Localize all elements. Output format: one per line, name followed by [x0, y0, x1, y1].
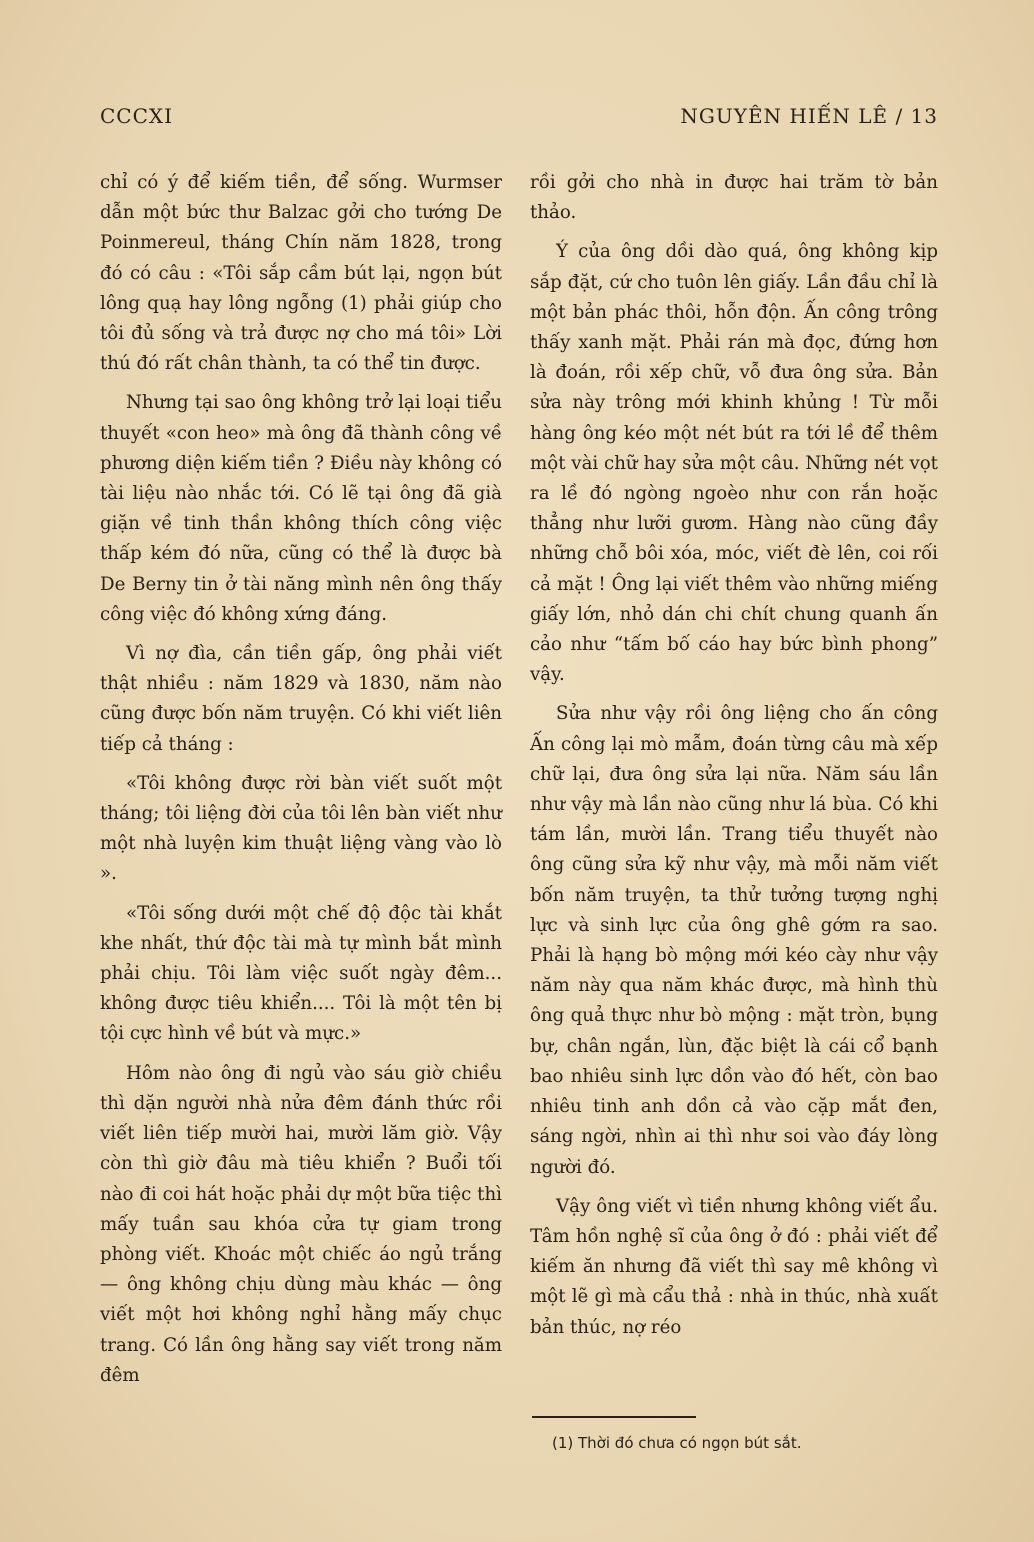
- chapter-number: CCCXI: [100, 104, 174, 128]
- paragraph: Sửa như vậy rồi ông liệng cho ấn công Ấn công lại mò mẫm, đoán từng câu mà xếp chữ lại, đưa ông sửa lại nữa. Năm sáu lần như vậy mà lần nào cũng như lá bùa. Có khi tám lần, mười lần. Trang tiểu thuyết nào ông cũng sửa kỹ như vậy, mà mỗi năm viết bốn năm truyện, ta thử tưởng tượng nghị lực và sinh lực của ông ghê gớm ra sao. Phải là hạng bò mộng mới kéo cày như vậy năm này qua năm khác được, mà hình thù ông quả thực như bò mộng : mặt tròn, bụng bự, chân ngắn, lùn, đặc biệt là cái cổ bạnh bao nhiêu sinh lực dồn vào đó hết, còn bao nhiêu tinh anh dồn cả vào cặp mắt đen, sáng ngời, nhìn ai thì như soi vào đáy lòng người đó.: [530, 703, 938, 1178]
- paragraph: Vậy ông viết vì tiền nhưng không viết ẩu. Tâm hồn nghệ sĩ của ông ở đó : phải viết để kiếm ăn nhưng đã viết thì say mê không vì một lẽ gì mà cẩu thả : nhà in thúc, nhà xuất bản thúc, nợ réo: [530, 1195, 938, 1338]
- paragraph: Vì nợ đìa, cần tiền gấp, ông phải viết thật nhiều : năm 1829 và 1830, năm nào cũng được bốn năm truyện. Có khi viết liên tiếp cả tháng :: [100, 643, 502, 755]
- paragraph: chỉ có ý để kiếm tiền, để sống. Wurmser dẫn một bức thư Balzac gởi cho tướng De Poinmereul, tháng Chín năm 1828, trong đó có câu : «Tôi sắp cầm bút lại, ngọn bút lông quạ hay lông ngỗng (1) phải giúp cho tôi đủ sống và trả được nợ cho má tôi» Lời thú đó rất chân thành, ta có thể tin được.: [100, 172, 502, 375]
- quote-paragraph: «Tôi không được rời bàn viết suốt một tháng; tôi liệng đời của tôi lên bàn viết như một nhà luyện kim thuật liệng vàng vào lò ».: [100, 772, 502, 885]
- footnote-divider: [532, 1416, 696, 1418]
- paragraph: Nhưng tại sao ông không trở lại loại tiểu thuyết «con heo» mà ông đã thành công về phương diện kiếm tiền ? Điều này không có tài liệu nào nhắc tới. Có lẽ tại ông đã già giặn về tinh thần không thích công việc thấp kém đó nữa, cũng có thể là được bà De Berny tin ở tài năng mình nên ông thấy công việc đó không xứng đáng.: [100, 392, 502, 625]
- paragraph: rồi gởi cho nhà in được hai trăm tờ bản thảo.: [530, 172, 938, 224]
- left-column: [100, 168, 502, 1400]
- page-header: [100, 104, 938, 136]
- running-title: NGUYÊN HIẾN LÊ / 13: [680, 104, 938, 128]
- quote-paragraph: «Tôi sống dưới một chế độ độc tài khắt khe nhất, thứ độc tài mà tự mình bắt mình phải chịu. Tôi làm việc suốt ngày đêm... không được tiêu khiển.... Tôi là một tên bị tội cực hình về bút và mực.»: [100, 902, 502, 1045]
- paragraph: Hôm nào ông đi ngủ vào sáu giờ chiều thì dặn người nhà nửa đêm đánh thức rồi viết liên tiếp mười hai, mười lăm giờ. Vậy còn thì giờ đâu mà tiêu khiển ? Buổi tối nào đi coi hát hoặc phải dự một bữa tiệc thì mấy tuần sau khóa cửa tự giam trong phòng viết. Khoác một chiếc áo ngủ trắng — ông không chịu dùng màu khác — ông viết một hơi không nghỉ hằng mấy chục trang. Có lần ông hằng say viết trong năm đêm: [100, 1062, 502, 1386]
- paragraph: Ý của ông dồi dào quá, ông không kịp sắp đặt, cứ cho tuôn lên giấy. Lần đầu chỉ là một bản phác thôi, hỗn độn. Ấn công trông thấy xanh mặt. Phải rán mà đọc, đứng hơn là đoán, rồi xếp chữ, vỗ đưa ông sửa. Bản sửa này trông mới khinh khủng ! Từ mỗi hàng ông kéo một nét bút ra tới lề để thêm một vài chữ hay sửa một câu. Những nét vọt ra lề đó ngòng ngoèo như con rắn hoặc thẳng như lưỡi gươm. Hàng nào cũng đầy những chỗ bôi xóa, móc, viết đè lên, coi rối cả mặt ! Ông lại viết thêm vào những miếng giấy lớn, nhỏ dán chi chít chung quanh ấn cảo như “tấm bố cáo hay bức bình phong” vậy.: [530, 241, 938, 686]
- right-column: [530, 168, 938, 1352]
- footnote: (1) Thời đó chưa có ngọn bút sắt.: [552, 1434, 802, 1452]
